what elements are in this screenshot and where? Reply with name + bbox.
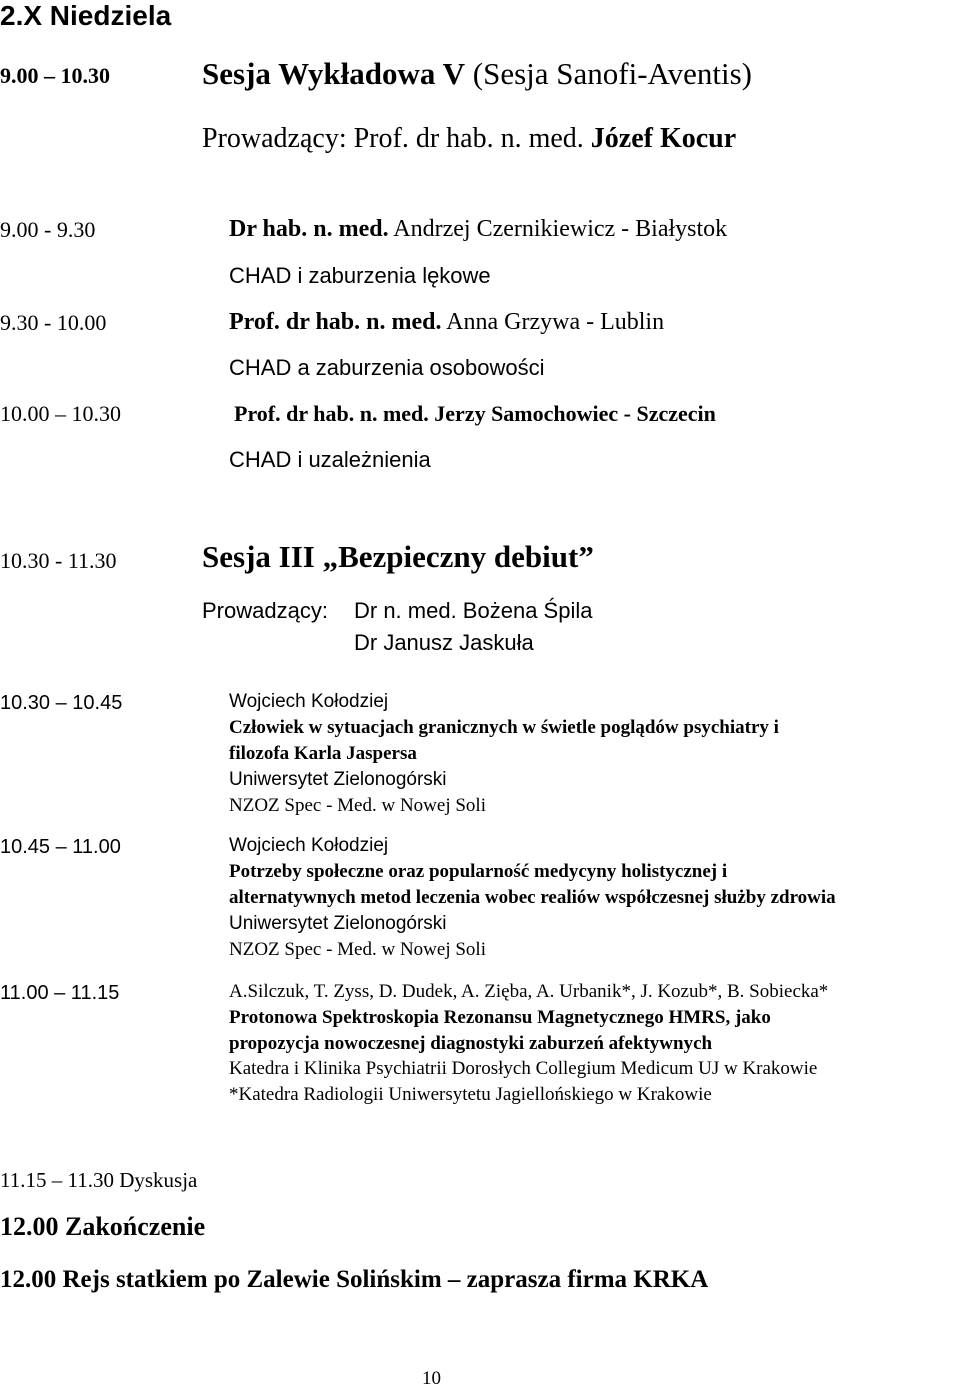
talk-affiliation: NZOZ Spec - Med. w Nowej Soli — [229, 795, 486, 816]
talk-title: Protonowa Spektroskopia Rezonansu Magnetycznego HMRS, jako — [229, 1007, 771, 1028]
talk-speaker — [229, 217, 727, 241]
session-title — [202, 58, 752, 89]
talk-title: alternatywnych metod leczenia wobec realiów współczesnej służby zdrowia — [229, 887, 836, 908]
speaker-name: Anna Grzywa - Lublin — [441, 309, 665, 335]
chair-name: Dr Janusz Jaskuła — [354, 630, 534, 655]
talk-affiliation: Katedra i Klinika Psychiatrii Dorosłych Collegium Medicum UJ w Krakowie — [229, 1058, 818, 1079]
talk-affiliation: Uniwersytet Zielonogórski — [229, 769, 447, 790]
talk-author: A.Silczuk, T. Zyss, D. Dudek, A. Zięba, A. Urbanik*, J. Kozub*, B. Sobiecka* — [229, 981, 829, 1002]
speaker-name: Jerzy Samochowiec - Szczecin — [428, 401, 716, 426]
talk-affiliation: Uniwersytet Zielonogórski — [229, 913, 447, 934]
talk-title: filozofa Karla Jaspersa — [229, 743, 417, 764]
talk-affiliation: NZOZ Spec - Med. w Nowej Soli — [229, 939, 486, 960]
talk-title: propozycja nowoczesnej diagnostyki zaburzeń afektywnych — [229, 1033, 713, 1054]
talk-topic: CHAD i zaburzenia lękowe — [229, 263, 491, 288]
talk-time: 9.30 - 10.00 — [0, 310, 107, 335]
chair-label: Prowadzący: Prof. dr hab. n. med. — [202, 123, 584, 154]
speaker-title: Prof. dr hab. n. med. — [234, 401, 429, 426]
chair-name: Dr n. med. Bożena Śpila — [354, 598, 593, 623]
talk-time: 10.45 – 11.00 — [0, 836, 121, 858]
page-number: 10 — [422, 1368, 441, 1389]
talk-time: 9.00 - 9.30 — [0, 217, 96, 242]
closing-line: 12.00 Zakończenie — [0, 1212, 206, 1241]
session-title: Sesja III „Bezpieczny debiut” — [202, 539, 594, 574]
talk-time: 11.00 – 11.15 — [0, 982, 120, 1004]
speaker-title: Prof. dr hab. n. med. — [229, 309, 442, 335]
speaker-name: Andrzej Czernikiewicz - Białystok — [388, 216, 728, 242]
talk-speaker — [234, 403, 716, 425]
chair-label: Prowadzący: — [202, 598, 328, 623]
talk-author: Wojciech Kołodziej — [229, 691, 389, 712]
talk-time: 10.30 – 10.45 — [0, 692, 123, 714]
cruise-line: 12.00 Rejs statkiem po Zalewie Solińskim – zaprasza firma KRKA — [0, 1266, 709, 1293]
talk-time: 10.00 – 10.30 — [0, 401, 121, 426]
day-heading: 2.X Niedziela — [0, 0, 172, 31]
talk-title: Potrzeby społeczne oraz popularność medycyny holistycznej i — [229, 861, 728, 882]
session-title-rest: (Sesja Sanofi-Aventis) — [465, 56, 752, 91]
talk-affiliation: *Katedra Radiologii Uniwersytetu Jagiellońskiego w Krakowie — [229, 1084, 712, 1105]
chair-name: Józef Kocur — [583, 123, 737, 154]
talk-speaker — [229, 310, 664, 334]
session-chair — [202, 125, 736, 153]
talk-title: Człowiek w sytuacjach granicznych w świetle poglądów psychiatry i — [229, 717, 779, 738]
session-time: 9.00 – 10.30 — [0, 63, 110, 88]
session-title-bold: Sesja Wykładowa V — [202, 56, 465, 91]
session-time: 10.30 - 11.30 — [0, 548, 117, 573]
discussion-line: 11.15 – 11.30 Dyskusja — [0, 1168, 198, 1192]
talk-topic: CHAD a zaburzenia osobowości — [229, 355, 545, 380]
talk-author: Wojciech Kołodziej — [229, 835, 389, 856]
talk-topic: CHAD i uzależnienia — [229, 447, 431, 472]
speaker-title: Dr hab. n. med. — [229, 216, 389, 242]
